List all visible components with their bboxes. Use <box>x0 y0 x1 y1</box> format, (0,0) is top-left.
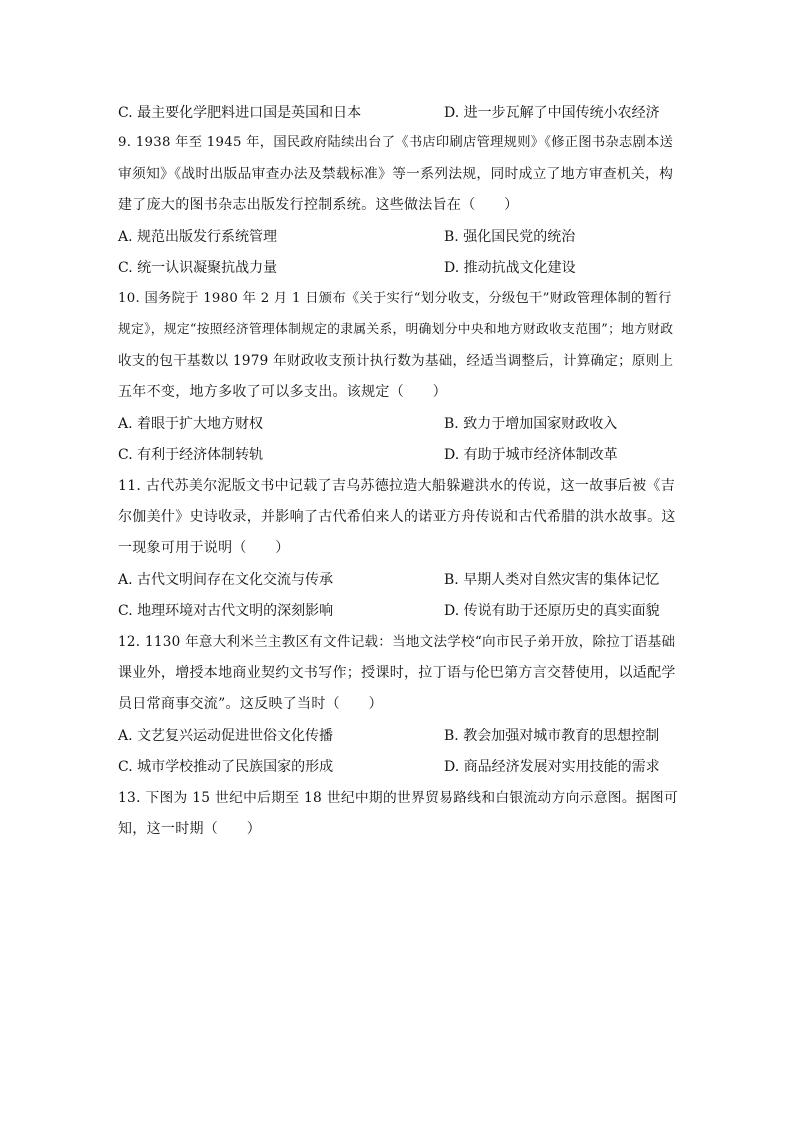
q11-options-row-ab <box>118 567 678 593</box>
q13-stem-line-2: 知，这一时期（ ） <box>118 821 261 837</box>
q8-option-d: D. 进一步瓦解了中国传统小农经济 <box>444 105 660 121</box>
q10-option-c: C. 有利于经济体制转轨 <box>118 447 264 463</box>
q11-option-c: C. 地理环境对古代文明的深刻影响 <box>118 603 334 619</box>
q10-options-row-cd <box>118 442 678 468</box>
q13-stem-line-1: 13. 下图为 15 世纪中后期至 18 世纪中期的世界贸易路线和白银流动方向示意图。据图可 <box>118 790 679 806</box>
q10-option-b: B. 致力于增加国家财政收入 <box>444 416 618 432</box>
q11-stem-line-2: 尔伽美什》史诗收录，并影响了古代希伯来人的诺亚方舟传说和古代希腊的洪水故事。这 <box>118 509 676 525</box>
q8-options-row-cd <box>118 100 678 126</box>
q10-options-row-ab <box>118 411 678 437</box>
q12-stem-line-2: 课业外，增授本地商业契约文书写作；授课时，拉丁语与伦巴第方言交替使用，以适配学 <box>118 665 676 681</box>
q9-option-c: C. 统一认识凝聚抗战力量 <box>118 260 278 276</box>
q11-option-d: D. 传说有助于还原历史的真实面貌 <box>444 603 660 619</box>
q10-option-a: A. 着眼于扩大地方财权 <box>118 416 264 432</box>
q9-option-d: D. 推动抗战文化建设 <box>444 260 576 276</box>
q9-options-row-ab <box>118 224 678 250</box>
q12-options-row-ab <box>118 723 678 749</box>
q11-options-row-cd <box>118 598 678 624</box>
q12-options-row-cd <box>118 754 678 780</box>
q10-stem-line-3: 收支的包干基数以 1979 年财政收支预计执行数为基础，经适当调整后，计算确定；原则上 <box>118 353 674 369</box>
q8-option-c: C. 最主要化学肥料进口国是英国和日本 <box>118 105 362 121</box>
q9-stem-line-3: 建了庞大的图书杂志出版发行控制系统。这些做法旨在（ ） <box>118 197 519 213</box>
q12-option-b: B. 教会加强对城市教育的思想控制 <box>444 728 660 744</box>
q10-option-d: D. 有助于城市经济体制改革 <box>444 447 618 463</box>
q10-stem-line-2: 规定》，规定“按照经济管理体制规定的隶属关系，明确划分中央和地方财政收支范围”；地方财政 <box>118 322 674 337</box>
q12-option-c: C. 城市学校推动了民族国家的形成 <box>118 759 334 775</box>
q12-stem-line-1: 12. 1130 年意大利米兰主教区有文件记载：当地文法学校“向市民子弟开放，除拉丁语基础 <box>118 634 676 650</box>
q10-stem-line-1: 10. 国务院于 1980 年 2 月 1 日颁布《关于实行“划分收支，分级包干”财政管理体制的暂行 <box>118 291 672 306</box>
q9-option-b: B. 强化国民党的统治 <box>444 229 576 245</box>
q12-stem-line-3: 员日常商事交流”。这反映了当时（ ） <box>118 696 383 712</box>
q11-stem-line-3: 一现象可用于说明（ ） <box>118 540 290 556</box>
q9-stem-line-1: 9. 1938 年至 1945 年，国民政府陆续出台了《书店印刷店管理规则》《修正图书杂志剧本送 <box>118 135 674 150</box>
q11-option-a: A. 古代文明间存在文化交流与传承 <box>118 572 334 588</box>
q9-stem-line-2: 审须知》《战时出版品审查办法及禁载标准》等一系列法规，同时成立了地方审查机关，构 <box>118 166 674 182</box>
q11-stem-line-1: 11. 古代苏美尔泥版文书中记载了吉乌苏德拉造大船躲避洪水的传说，这一故事后被《吉 <box>118 478 676 494</box>
q9-options-row-cd <box>118 255 678 281</box>
q12-option-a: A. 文艺复兴运动促进世俗文化传播 <box>118 728 334 744</box>
q12-option-d: D. 商品经济发展对实用技能的需求 <box>444 759 660 775</box>
q9-option-a: A. 规范出版发行系统管理 <box>118 229 278 245</box>
q10-stem-line-4: 五年不变，地方多收了可以多支出。该规定（ ） <box>118 384 447 400</box>
q11-option-b: B. 早期人类对自然灾害的集体记忆 <box>444 572 660 588</box>
